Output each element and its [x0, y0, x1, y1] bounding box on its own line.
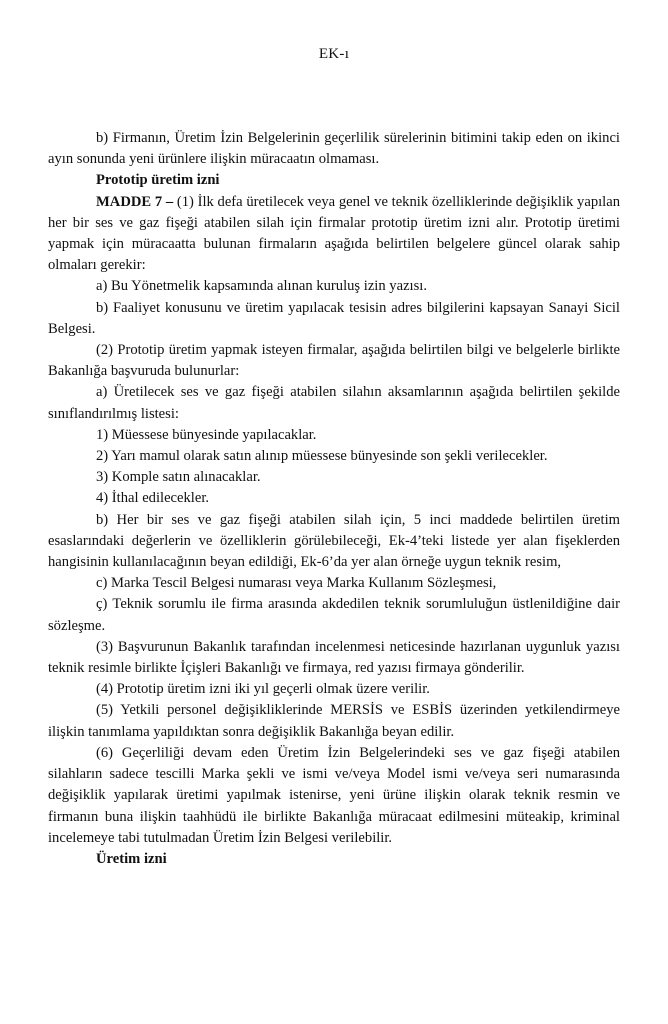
item-c-marka-tescil: c) Marka Tescil Belgesi numarası veya Marka Kullanım Sözleşmesi,: [96, 575, 497, 592]
subitem-1: 1) Müessese bünyesinde yapılacaklar.: [96, 426, 317, 443]
article-7-paragraph-1: MADDE 7 – (1) İlk defa üretilecek veya genel ve teknik özelliklerinde değişiklik yapılan her bir ses ve gaz fişeği atabilen silah için firmalar prototip üretim izni alır. Prototip üretimi yapmak için müracaatta bulunan firmaların aşağıda belirtilen belgelere güncel olarak sahip olmaları gerekir:: [48, 193, 620, 274]
paragraph-2-basvuru: (2) Prototip üretim yapmak isteyen firmalar, aşağıda belirtilen bilgi ve belgelerle birlikte Bakanlığa başvuruda bulunurlar:: [48, 342, 620, 380]
page-header: EK-ı: [318, 46, 350, 62]
article-number: MADDE 7 –: [96, 193, 174, 210]
paragraph-3-uygunluk: (3) Başvurunun Bakanlık tarafından incelenmesi neticesinde hazırlanan uygunluk yazısı teknik resimle birlikte İçişleri Bakanlığı ve firmaya, red yazısı firmaya gönderilir.: [48, 638, 620, 677]
subitem-3: 3) Komple satın alınacaklar.: [96, 469, 261, 486]
section-heading-prototip: Prototip üretim izni: [96, 172, 220, 189]
item-a-kurulus-izin: a) Bu Yönetmelik kapsamında alınan kuruluş izin yazısı.: [96, 278, 427, 295]
section-heading-uretim-izni: Üretim izni: [96, 850, 167, 867]
item-a-aksam-listesi: a) Üretilecek ses ve gaz fişeği atabilen silahın aksamlarının aşağıda belirtilen şekilde sınıflandırılmış listesi:: [48, 384, 620, 422]
item-b-teknik-resim: b) Her bir ses ve gaz fişeği atabilen silah için, 5 inci maddede belirtilen üretim esaslarındaki değerlerin ve özelliklerin görülebileceği, Ek-4’teki listede yer alan fişeklerden hangisinin kullanılacağının beyan edildiği, Ek-6’da yer alan örneğe uygun teknik resim,: [48, 511, 620, 571]
item-c-cedilla-teknik-sorumlu: ç) Teknik sorumlu ile firma arasında akdedilen teknik sorumluluğun üstlenildiğine dair sözleşme.: [48, 596, 620, 634]
paragraph-5-mersis-esbis: (5) Yetkili personel değişikliklerinde MERSİS ve ESBİS üzerinden yetkilendirmeye ilişkin tanımlama yapıldıktan sonra değişiklik Bakanlığa beyan edilir.: [48, 702, 620, 740]
document-body: [48, 128, 620, 870]
subitem-2: 2) Yarı mamul olarak satın alınıp müessese bünyesinde son şekli verilecekler.: [96, 448, 548, 465]
item-b-sanayi-sicil: b) Faaliyet konusunu ve üretim yapılacak tesisin adres bilgilerini kapsayan Sanayi Sicil Belgesi.: [48, 299, 620, 337]
paragraph-4-gecerlilik: (4) Prototip üretim izni iki yıl geçerli olmak üzere verilir.: [96, 681, 430, 698]
paragraph-b-firmanin: b) Firmanın, Üretim İzin Belgelerinin geçerlilik sürelerinin bitimini takip eden on ikinci ayın sonunda yeni ürünlere ilişkin müracaatın olmaması.: [48, 130, 620, 168]
subitem-4: 4) İthal edilecekler.: [96, 490, 210, 507]
paragraph-6-marka-degisikligi: (6) Geçerliliği devam eden Üretim İzin Belgelerindeki ses ve gaz fişeği atabilen silahların sadece tescilli Marka şekli ve ismi ve/veya Model ismi ve/veya seri numarasında değişiklik yapılarak üretimi yapılmak istenirse, yeni ürüne ilişkin olarak teknik resmin ve firmanın buna ilişkin taahhüdü ile birlikte Bakanlığa müracaat edilmesini müteakip, kriminal incelemeye tabi tutulmadan Üretim İzin Belgesi verilebilir.: [48, 744, 620, 846]
